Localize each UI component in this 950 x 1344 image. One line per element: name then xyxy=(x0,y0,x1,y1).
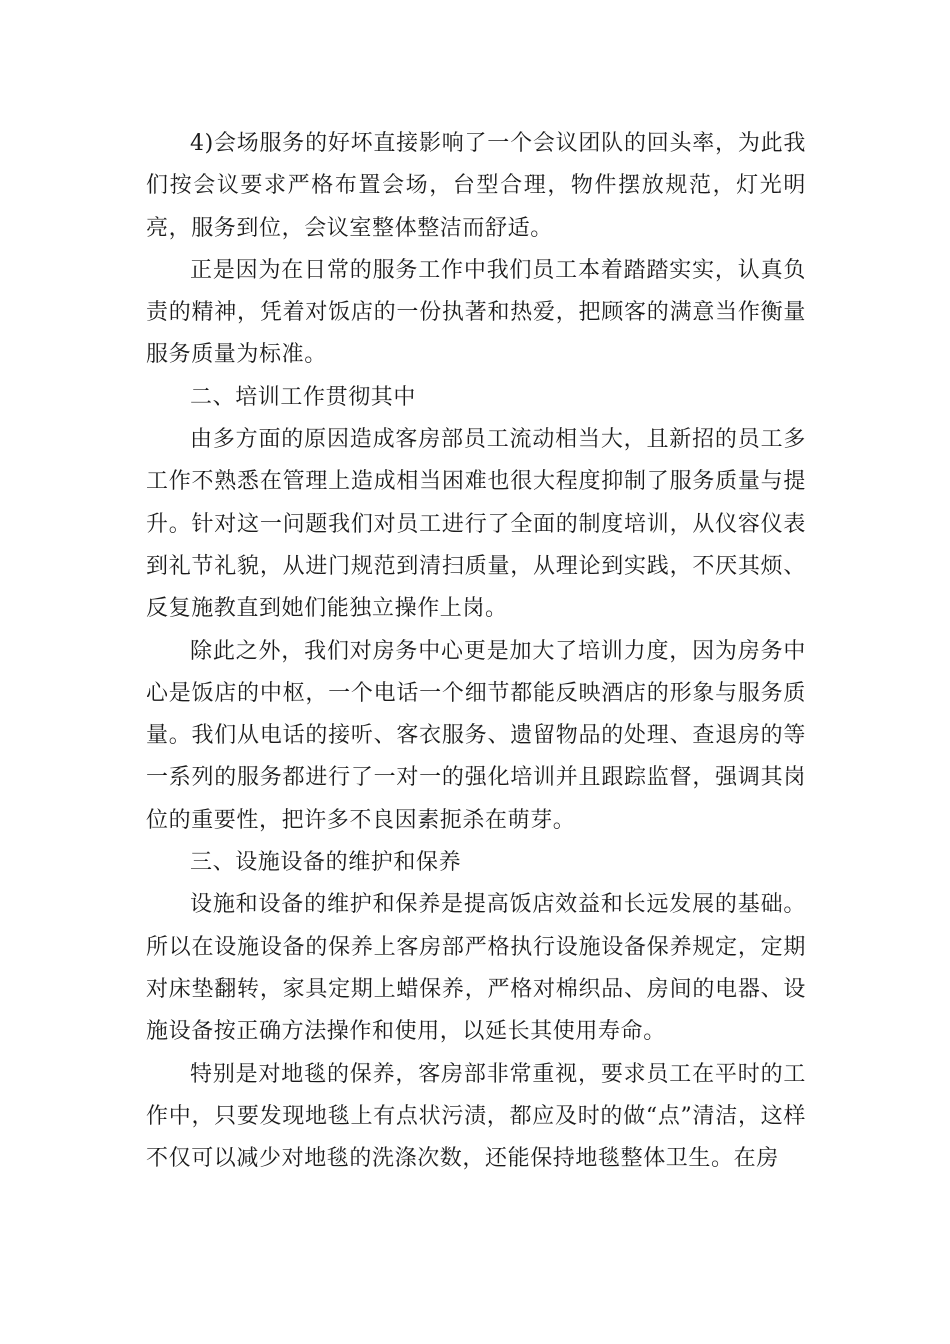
paragraph-meeting-service: 4)会场服务的好坏直接影响了一个会议团队的回头率，为此我们按会议要求严格布置会场，台型合理，物件摆放规范，灯光明亮，服务到位，会议室整体整洁而舒适。 xyxy=(146,131,806,241)
paragraph-service-spirit: 正是因为在日常的服务工作中我们员工本着踏踏实实，认真负责的精神，凭着对饭店的一份执著和热爱，把顾客的满意当作衡量服务质量为标准。 xyxy=(146,257,806,368)
paragraph-carpet-care: 特别是对地毯的保养，客房部非常重视，要求员工在平时的工作中，只要发现地毯上有点状污渍，都应及时的做“点”清洁，这样不仅可以减少对地毯的洗涤次数，还能保持地毯整体卫生。在房 xyxy=(146,1061,806,1172)
paragraph-staff-training: 由多方面的原因造成客房部员工流动相当大，且新招的员工多工作不熟悉在管理上造成相当困难也很大程度抑制了服务质量与提升。针对这一问题我们对员工进行了全面的制度培训，从仪容仪表到礼节礼貌，从进门规范到清扫质量，从理论到实践，不厌其烦、反复施教直到她们能独立操作上岗。 xyxy=(146,427,806,622)
paragraph-housekeeping-center: 除此之外，我们对房务中心更是加大了培训力度，因为房务中心是饭店的中枢，一个电话一个细节都能反映酒店的形象与服务质量。我们从电话的接听、客衣服务、遗留物品的处理、查退房的等一系列的服务都进行了一对一的强化培训并且跟踪监督，强调其岗位的重要性，把许多不良因素扼杀在萌芽。 xyxy=(146,638,806,833)
paragraph-equipment-maintenance: 设施和设备的维护和保养是提高饭店效益和长远发展的基础。所以在设施设备的保养上客房部严格执行设施设备保养规定，定期对床垫翻转，家具定期上蜡保养，严格对棉织品、房间的电器、设施设备按正确方法操作和使用，以延长其使用寿命。 xyxy=(146,892,806,1045)
section-heading-maintenance: 三、设施设备的维护和保养 xyxy=(190,850,462,876)
section-heading-training: 二、培训工作贯彻其中 xyxy=(190,384,417,410)
document-body xyxy=(146,123,806,1180)
